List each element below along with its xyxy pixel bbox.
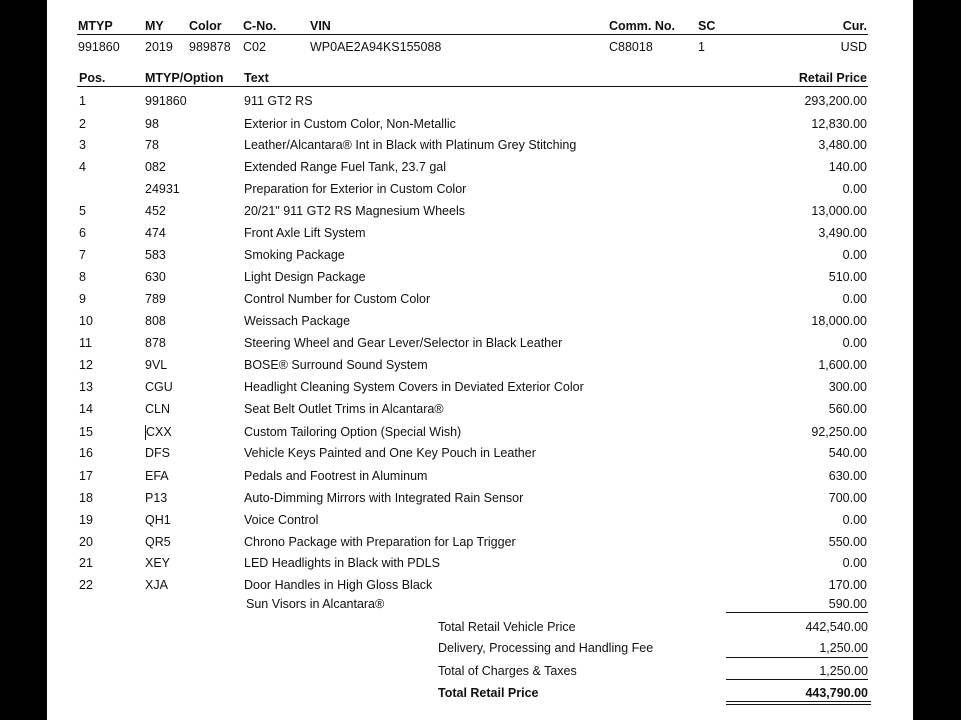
row-11-price: 18,000.00	[811, 314, 867, 328]
header-value-color: 989878	[189, 40, 231, 54]
row-8-price: 0.00	[842, 248, 867, 262]
total-charges-taxes-value: 1,250.00	[819, 664, 868, 678]
total-retail-vehicle-price-label: Total Retail Vehicle Price	[438, 620, 576, 634]
row-18-pos: 17	[79, 469, 93, 483]
total-retail-vehicle-price-value: 442,540.00	[805, 620, 868, 634]
delivery-fee-label: Delivery, Processing and Handling Fee	[438, 641, 654, 655]
grand-total-double-rule-bottom	[726, 704, 871, 705]
row-9-price: 510.00	[828, 270, 867, 284]
row-14-price: 300.00	[828, 380, 867, 394]
row-17-price: 540.00	[828, 446, 867, 460]
column-header-option: MTYP/Option	[145, 71, 224, 85]
row-15-pos: 14	[79, 402, 93, 416]
row-1-text: 911 GT2 RS	[244, 94, 313, 108]
column-header-rule	[77, 86, 868, 87]
row-13-code: 9VL	[145, 358, 168, 372]
header-label-cno: C-No.	[243, 19, 277, 33]
row-16-pos: 15	[79, 425, 93, 439]
row-17-code: DFS	[145, 446, 170, 460]
header-label-comm-no: Comm. No.	[609, 19, 675, 33]
row-5-price: 0.00	[842, 182, 867, 196]
row-19-price: 700.00	[828, 491, 867, 505]
row-10-pos: 9	[79, 292, 86, 306]
header-value-comm-no: C88018	[609, 40, 653, 54]
row-18-price: 630.00	[828, 469, 867, 483]
row-6-price: 13,000.00	[811, 204, 867, 218]
header-value-mtyp: 991860	[78, 40, 120, 54]
row-10-price: 0.00	[842, 292, 867, 306]
row-19-text: Auto-Dimming Mirrors with Integrated Rain Sensor	[244, 491, 524, 505]
row-9-code: 630	[145, 270, 166, 284]
column-header-pos: Pos.	[79, 71, 106, 85]
row-23-text: Door Handles in High Gloss Black	[244, 578, 433, 592]
row-18-text: Pedals and Footrest in Aluminum	[244, 469, 428, 483]
row-21-code: QR5	[145, 535, 171, 549]
row-13-price: 1,600.00	[818, 358, 867, 372]
row-8-code: 583	[145, 248, 166, 262]
header-rule	[77, 34, 868, 35]
row-11-code: 808	[145, 314, 166, 328]
header-value-currency: USD	[840, 40, 867, 54]
row-6-code: 452	[145, 204, 166, 218]
header-label-sc: SC	[698, 19, 716, 33]
total-retail-price-label: Total Retail Price	[438, 686, 539, 700]
row-12-text: Steering Wheel and Gear Lever/Selector in Black Leather	[244, 336, 563, 350]
row-8-text: Smoking Package	[244, 248, 345, 262]
row-2-price: 12,830.00	[811, 117, 867, 131]
row-23-pos: 22	[79, 578, 93, 592]
row-16-code: CXX	[146, 425, 172, 439]
row-24-text: Sun Visors in Alcantara®	[246, 597, 385, 611]
header-value-my: 2019	[145, 40, 173, 54]
row-7-price: 3,490.00	[818, 226, 867, 240]
row-22-text: LED Headlights in Black with PDLS	[244, 556, 440, 570]
delivery-fee-value: 1,250.00	[819, 641, 868, 655]
row-20-price: 0.00	[842, 513, 867, 527]
row-4-code: 082	[145, 160, 166, 174]
row-5-text: Preparation for Exterior in Custom Color	[244, 182, 467, 196]
row-17-pos: 16	[79, 446, 93, 460]
fee-rule	[726, 657, 868, 658]
row-15-text: Seat Belt Outlet Trims in Alcantara®	[244, 402, 444, 416]
row-24-price: 590.00	[828, 597, 867, 611]
row-3-price: 3,480.00	[818, 138, 867, 152]
row-15-price: 560.00	[828, 402, 867, 416]
row-23-price: 170.00	[828, 578, 867, 592]
row-13-pos: 12	[79, 358, 93, 372]
row-12-code: 878	[145, 336, 166, 350]
row-2-pos: 2	[79, 117, 86, 131]
total-charges-taxes-label: Total of Charges & Taxes	[438, 664, 577, 678]
row-9-pos: 8	[79, 270, 86, 284]
row-17-text: Vehicle Keys Painted and One Key Pouch in Leather	[244, 446, 536, 460]
row-19-code: P13	[145, 491, 168, 505]
subtotal-rule	[726, 612, 868, 613]
row-21-pos: 20	[79, 535, 93, 549]
header-label-currency: Cur.	[842, 19, 867, 33]
row-4-price: 140.00	[828, 160, 867, 174]
column-header-retail-price: Retail Price	[798, 71, 867, 85]
row-14-pos: 13	[79, 380, 93, 394]
header-label-color: Color	[189, 19, 222, 33]
charges-rule	[726, 679, 868, 680]
row-11-pos: 10	[79, 314, 93, 328]
row-1-price: 293,200.00	[804, 94, 867, 108]
row-4-text: Extended Range Fuel Tank, 23.7 gal	[244, 160, 446, 174]
row-19-pos: 18	[79, 491, 93, 505]
column-header-text: Text	[244, 71, 269, 85]
row-13-text: BOSE® Surround Sound System	[244, 358, 428, 372]
row-3-code: 78	[145, 138, 159, 152]
row-11-text: Weissach Package	[244, 314, 351, 328]
row-22-pos: 21	[79, 556, 93, 570]
row-3-text: Leather/Alcantara® Int in Black with Platinum Grey Stitching	[244, 138, 577, 152]
row-7-pos: 6	[79, 226, 86, 240]
header-label-my: MY	[145, 19, 164, 33]
header-value-cno: C02	[243, 40, 266, 54]
row-22-price: 0.00	[842, 556, 867, 570]
row-16-text: Custom Tailoring Option (Special Wish)	[244, 425, 462, 439]
row-5-code: 24931	[145, 182, 180, 196]
row-1-code: 991860	[145, 94, 187, 108]
row-18-code: EFA	[145, 469, 169, 483]
row-16-price: 92,250.00	[811, 425, 867, 439]
header-label-vin: VIN	[310, 19, 331, 33]
row-10-code: 789	[145, 292, 166, 306]
row-10-text: Control Number for Custom Color	[244, 292, 431, 306]
grand-total-double-rule-top	[726, 701, 871, 702]
row-20-code: QH1	[145, 513, 171, 527]
row-14-code: CGU	[145, 380, 173, 394]
row-12-pos: 11	[79, 336, 92, 350]
row-1-pos: 1	[79, 94, 86, 108]
row-22-code: XEY	[145, 556, 171, 570]
header-label-mtyp: MTYP	[78, 19, 113, 33]
row-8-pos: 7	[79, 248, 86, 262]
row-6-text: 20/21" 911 GT2 RS Magnesium Wheels	[244, 204, 465, 218]
row-6-pos: 5	[79, 204, 86, 218]
row-2-code: 98	[145, 117, 159, 131]
row-7-code: 474	[145, 226, 166, 240]
row-9-text: Light Design Package	[244, 270, 366, 284]
row-21-price: 550.00	[828, 535, 867, 549]
header-value-vin: WP0AE2A94KS155088	[310, 40, 442, 54]
row-3-pos: 3	[79, 138, 86, 152]
row-2-text: Exterior in Custom Color, Non-Metallic	[244, 117, 456, 131]
row-14-text: Headlight Cleaning System Covers in Deviated Exterior Color	[244, 380, 584, 394]
row-20-pos: 19	[79, 513, 93, 527]
row-20-text: Voice Control	[244, 513, 319, 527]
total-retail-price-value: 443,790.00	[805, 686, 868, 700]
row-15-code: CLN	[145, 402, 171, 416]
row-7-text: Front Axle Lift System	[244, 226, 366, 240]
row-4-pos: 4	[79, 160, 86, 174]
row-21-text: Chrono Package with Preparation for Lap Trigger	[244, 535, 516, 549]
row-12-price: 0.00	[842, 336, 867, 350]
row-23-code: XJA	[145, 578, 168, 592]
header-value-sc: 1	[698, 40, 705, 54]
